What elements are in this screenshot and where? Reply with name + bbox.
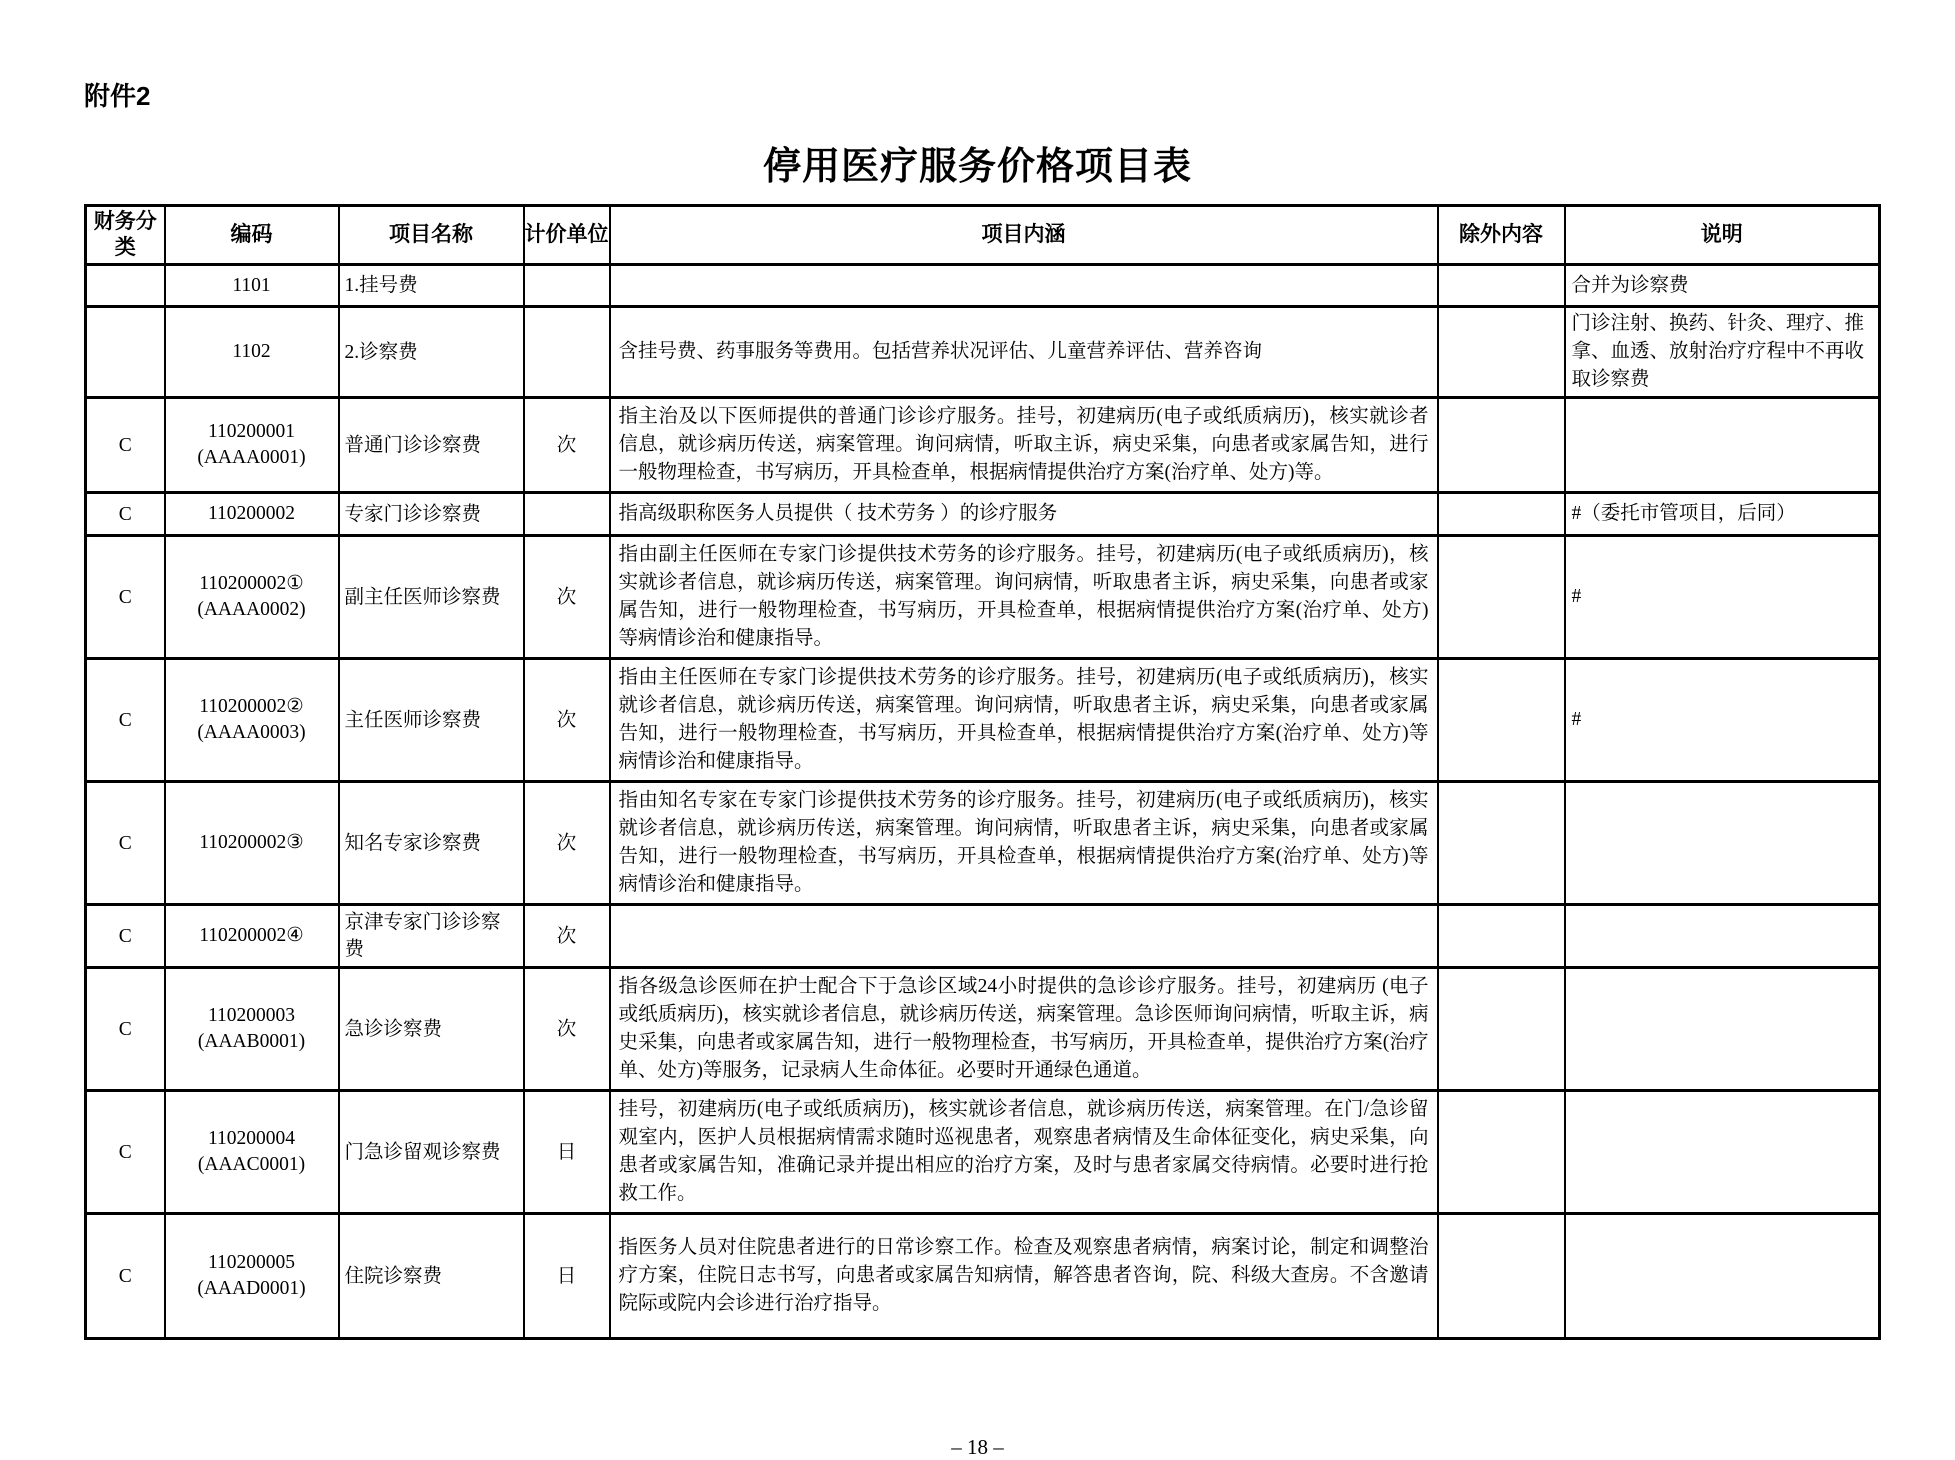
cell-code <box>165 265 339 307</box>
cell-name: 主任医师诊察费 <box>339 659 524 782</box>
price-table <box>84 204 1881 1340</box>
code-primary: 110200004 <box>207 1128 296 1149</box>
cell-note <box>1565 1214 1880 1339</box>
code-secondary: (AAAA0002) <box>197 599 306 620</box>
cell-unit <box>524 307 610 398</box>
cell-category: C <box>86 1091 165 1214</box>
table-row <box>86 905 1880 968</box>
cell-name: 1.挂号费 <box>339 265 524 307</box>
cell-category: C <box>86 782 165 905</box>
column-header-unit: 计价单位 <box>524 206 610 265</box>
cell-exclusion <box>1438 968 1565 1091</box>
cell-unit <box>524 265 610 307</box>
cell-code <box>165 659 339 782</box>
cell-category: C <box>86 968 165 1091</box>
table-row <box>86 782 1880 905</box>
cell-unit: 次 <box>524 968 610 1091</box>
column-header-content: 项目内涵 <box>610 206 1438 265</box>
cell-name: 专家门诊诊察费 <box>339 493 524 536</box>
code-secondary: (AAAB0001) <box>197 1031 306 1052</box>
code-primary: 110200002③ <box>199 832 304 853</box>
cell-name: 京津专家门诊诊察费 <box>339 905 524 968</box>
cell-code <box>165 398 339 493</box>
table-row <box>86 968 1880 1091</box>
cell-name: 副主任医师诊察费 <box>339 536 524 659</box>
cell-category: C <box>86 536 165 659</box>
code-secondary: (AAAA0003) <box>197 722 306 743</box>
cell-name: 2.诊察费 <box>339 307 524 398</box>
cell-code <box>165 536 339 659</box>
cell-exclusion <box>1438 1214 1565 1339</box>
cell-name: 住院诊察费 <box>339 1214 524 1339</box>
code-primary: 110200005 <box>207 1252 296 1273</box>
cell-category: C <box>86 1214 165 1339</box>
cell-code <box>165 782 339 905</box>
cell-exclusion <box>1438 536 1565 659</box>
cell-content: 指由副主任医师在专家门诊提供技术劳务的诊疗服务。挂号，初建病历(电子或纸质病历)，核实就诊者信息，就诊病历传送，病案管理。询问病情，听取患者主诉，病史采集，向患者或家属告知，进行一般物理检查，书写病历，开具检查单，根据病情提供治疗方案(治疗单、处方)等病情诊治和健康指导。 <box>610 536 1438 659</box>
cell-unit <box>524 493 610 536</box>
cell-note <box>1565 1091 1880 1214</box>
cell-content <box>610 265 1438 307</box>
table-row <box>86 1214 1880 1339</box>
cell-content <box>610 905 1438 968</box>
cell-note: # <box>1565 659 1880 782</box>
cell-content: 指各级急诊医师在护士配合下于急诊区域24小时提供的急诊诊疗服务。挂号，初建病历 (电子或纸质病历)，核实就诊者信息，就诊病历传送，病案管理。急诊医师询问病情，听取主诉，病史采集，向患者或家属告知，进行一般物理检查，书写病历，开具检查单，提供治疗方案(治疗单、处方)等服务，记录病人生命体征。必要时开通绿色通道。 <box>610 968 1438 1091</box>
page-title: 停用医疗服务价格项目表 <box>762 146 1192 188</box>
cell-code <box>165 1214 339 1339</box>
cell-note: 门诊注射、换药、针灸、理疗、推拿、血透、放射治疗疗程中不再收取诊察费 <box>1565 307 1880 398</box>
cell-note <box>1565 968 1880 1091</box>
table-row <box>86 536 1880 659</box>
cell-category: C <box>86 493 165 536</box>
code-primary: 110200001 <box>207 421 296 442</box>
table-row <box>86 265 1880 307</box>
cell-exclusion <box>1438 905 1565 968</box>
cell-unit: 次 <box>524 536 610 659</box>
table-row <box>86 493 1880 536</box>
cell-name: 急诊诊察费 <box>339 968 524 1091</box>
cell-name: 门急诊留观诊察费 <box>339 1091 524 1214</box>
cell-code <box>165 493 339 536</box>
cell-code <box>165 307 339 398</box>
cell-category: C <box>86 398 165 493</box>
table-row <box>86 307 1880 398</box>
cell-unit: 次 <box>524 782 610 905</box>
code-secondary: (AAAA0001) <box>197 447 306 468</box>
cell-unit: 次 <box>524 659 610 782</box>
cell-note: 合并为诊察费 <box>1565 265 1880 307</box>
column-header-note: 说明 <box>1565 206 1880 265</box>
column-header-exclusion: 除外内容 <box>1438 206 1565 265</box>
cell-unit: 次 <box>524 398 610 493</box>
code-secondary: (AAAC0001) <box>197 1154 306 1175</box>
cell-content: 指由知名专家在专家门诊提供技术劳务的诊疗服务。挂号，初建病历(电子或纸质病历)，核实就诊者信息，就诊病历传送，病案管理。询问病情，听取患者主诉，病史采集，向患者或家属告知，进行一般物理检查，书写病历，开具检查单，根据病情提供治疗方案(治疗单、处方)等病情诊治和健康指导。 <box>610 782 1438 905</box>
code-primary: 110200002 <box>207 503 296 524</box>
cell-unit: 日 <box>524 1091 610 1214</box>
cell-name: 普通门诊诊察费 <box>339 398 524 493</box>
cell-content: 指主治及以下医师提供的普通门诊诊疗服务。挂号，初建病历(电子或纸质病历)，核实就诊者信息，就诊病历传送，病案管理。询问病情，听取主诉，病史采集，向患者或家属告知，进行一般物理检查，书写病历，开具检查单，根据病情提供治疗方案(治疗单、处方)等。 <box>610 398 1438 493</box>
code-primary: 1102 <box>232 341 271 362</box>
header-row <box>86 206 1880 265</box>
cell-exclusion <box>1438 307 1565 398</box>
code-primary: 1101 <box>232 274 271 296</box>
column-header-code: 编码 <box>165 206 339 265</box>
cell-note: # <box>1565 536 1880 659</box>
column-header-category: 财务分类 <box>86 206 165 265</box>
code-primary: 110200002① <box>199 573 304 594</box>
cell-content: 指高级职称医务人员提供（ 技术劳务 ）的诊疗服务 <box>610 493 1438 536</box>
table-row <box>86 659 1880 782</box>
cell-name: 知名专家诊察费 <box>339 782 524 905</box>
column-header-name: 项目名称 <box>339 206 524 265</box>
cell-exclusion <box>1438 782 1565 905</box>
cell-unit: 日 <box>524 1214 610 1339</box>
cell-exclusion <box>1438 659 1565 782</box>
code-primary: 110200002④ <box>199 925 304 946</box>
cell-code <box>165 1091 339 1214</box>
cell-content: 含挂号费、药事服务等费用。包括营养状况评估、儿童营养评估、营养咨询 <box>610 307 1438 398</box>
cell-note <box>1565 905 1880 968</box>
cell-exclusion <box>1438 398 1565 493</box>
cell-content: 挂号，初建病历(电子或纸质病历)，核实就诊者信息，就诊病历传送，病案管理。在门/急诊留观室内，医护人员根据病情需求随时巡视患者，观察患者病情及生命体征变化，病史采集，向患者或家属告知，准确记录并提出相应的治疗方案，及时与患者家属交待病情。必要时进行抢救工作。 <box>610 1091 1438 1214</box>
table-row <box>86 398 1880 493</box>
code-secondary: (AAAD0001) <box>197 1278 306 1299</box>
cell-category <box>86 307 165 398</box>
cell-exclusion <box>1438 493 1565 536</box>
cell-category: C <box>86 905 165 968</box>
cell-note <box>1565 398 1880 493</box>
cell-content: 指由主任医师在专家门诊提供技术劳务的诊疗服务。挂号，初建病历(电子或纸质病历)，核实就诊者信息，就诊病历传送，病案管理。询问病情，听取患者主诉，病史采集，向患者或家属告知，进行一般物理检查，书写病历，开具检查单，根据病情提供治疗方案(治疗单、处方)等病情诊治和健康指导。 <box>610 659 1438 782</box>
attachment-label: 附件2 <box>84 81 151 111</box>
cell-note <box>1565 782 1880 905</box>
cell-unit: 次 <box>524 905 610 968</box>
cell-note: #（委托市管项目，后同） <box>1565 493 1880 536</box>
cell-content: 指医务人员对住院患者进行的日常诊察工作。检查及观察患者病情，病案讨论，制定和调整治疗方案，住院日志书写，向患者或家属告知病情，解答患者咨询，院、科级大查房。不含邀请院际或院内会诊进行治疗指导。 <box>610 1214 1438 1339</box>
cell-code <box>165 905 339 968</box>
cell-exclusion <box>1438 265 1565 307</box>
table-row <box>86 1091 1880 1214</box>
code-primary: 110200002② <box>199 696 304 717</box>
code-primary: 110200003 <box>207 1005 296 1026</box>
cell-category: C <box>86 659 165 782</box>
page-number: – 18 – <box>951 1435 1004 1459</box>
cell-category <box>86 265 165 307</box>
cell-exclusion <box>1438 1091 1565 1214</box>
cell-code <box>165 968 339 1091</box>
